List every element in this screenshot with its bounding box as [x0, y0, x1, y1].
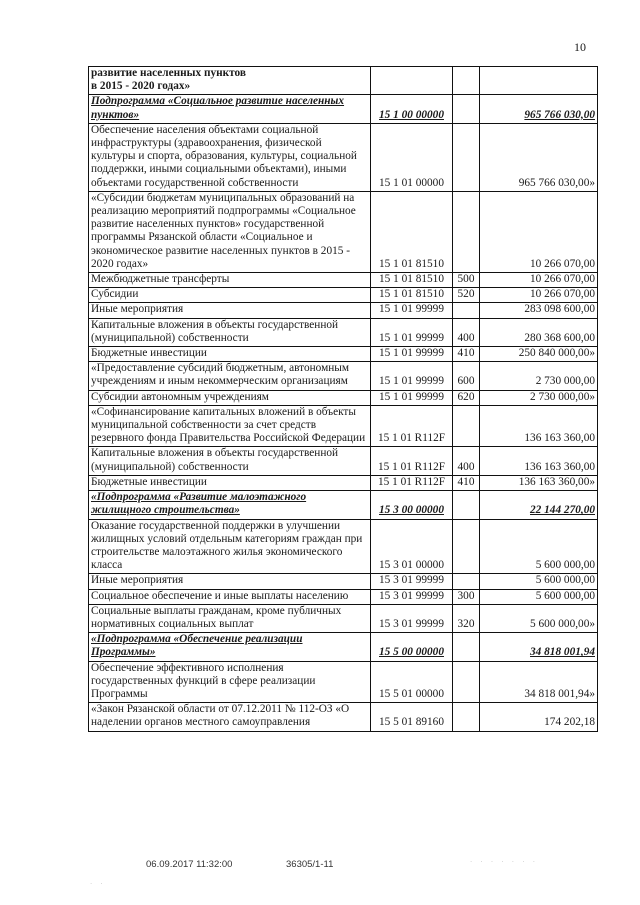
row-expense-type-cell: 320: [453, 604, 480, 632]
row-expense-type-cell: [453, 303, 480, 318]
row-code-cell: 15 1 00 00000: [371, 95, 453, 123]
row-amount-cell: 136 163 360,00: [480, 405, 598, 447]
row-expense-type-cell: 410: [453, 347, 480, 362]
table-row: [89, 661, 598, 703]
row-name-cell: «Закон Рязанской области от 07.12.2011 № 112-ОЗ «О наделении органов местного самоуправления: [89, 703, 371, 731]
row-amount-cell: 5 600 000,00: [480, 519, 598, 574]
row-code-cell: 15 1 01 R112F: [371, 405, 453, 447]
row-name-cell: Оказание государственной поддержки в улучшении жилищных условий отдельным категориям граждан при строительстве малоэтажного жилья экономического класса: [89, 519, 371, 574]
table-row: [89, 447, 598, 475]
row-name-cell: Бюджетные инвестиции: [89, 347, 371, 362]
row-code-cell: 15 3 01 99999: [371, 574, 453, 589]
row-amount-cell: 174 202,18: [480, 703, 598, 731]
row-amount-cell: 280 368 600,00: [480, 318, 598, 346]
table-row: [89, 604, 598, 632]
row-amount-cell: 250 840 000,00»: [480, 347, 598, 362]
row-expense-type-cell: [453, 405, 480, 447]
row-expense-type-cell: 400: [453, 447, 480, 475]
row-amount-cell: 965 766 030,00: [480, 95, 598, 123]
table-row: [89, 519, 598, 574]
table-row: [89, 703, 598, 731]
row-name-cell: «Подпрограмма «Обеспечение реализации Программы»: [89, 633, 371, 661]
row-amount-cell: 283 098 600,00: [480, 303, 598, 318]
row-amount-cell: 10 266 070,00: [480, 273, 598, 288]
row-expense-type-cell: 400: [453, 318, 480, 346]
row-name-cell: Субсидии автономным учреждениям: [89, 390, 371, 405]
row-expense-type-cell: [453, 703, 480, 731]
row-amount-cell: 2 730 000,00»: [480, 390, 598, 405]
scan-smudge: · · · · · · ·: [470, 858, 538, 866]
table-row: [89, 303, 598, 318]
row-code-cell: 15 5 01 89160: [371, 703, 453, 731]
scan-smudge: · ·: [90, 880, 106, 888]
row-code-cell: 15 1 01 R112F: [371, 475, 453, 490]
row-name-cell: Капитальные вложения в объекты государственной (муниципальной) собственности: [89, 447, 371, 475]
row-expense-type-cell: [453, 491, 480, 519]
row-amount-cell: 34 818 001,94»: [480, 661, 598, 703]
row-name-cell: «Софинансирование капитальных вложений в объекты муниципальной собственности за счет средств резервного фонда Правительства Российской Федерации: [89, 405, 371, 447]
row-amount-cell: 965 766 030,00»: [480, 123, 598, 191]
row-amount-cell: 2 730 000,00: [480, 362, 598, 390]
row-expense-type-cell: 620: [453, 390, 480, 405]
row-name-cell: Подпрограмма «Социальное развитие населенных пунктов»: [89, 95, 371, 123]
row-code-cell: 15 3 00 00000: [371, 491, 453, 519]
table-row: [89, 191, 598, 272]
table-row: [89, 95, 598, 123]
row-code-cell: 15 3 01 99999: [371, 589, 453, 604]
table-row: [89, 123, 598, 191]
table-row: [89, 318, 598, 346]
row-name-cell: «Предоставление субсидий бюджетным, автономным учреждениям и иным некоммерческим организациям: [89, 362, 371, 390]
row-amount-cell: 5 600 000,00: [480, 574, 598, 589]
row-name-cell: Капитальные вложения в объекты государственной (муниципальной) собственности: [89, 318, 371, 346]
table-row: [89, 475, 598, 490]
budget-table: [88, 66, 598, 732]
table-row: [89, 347, 598, 362]
row-name-cell: Иные мероприятия: [89, 574, 371, 589]
row-amount-cell: 5 600 000,00: [480, 589, 598, 604]
table-row: [89, 491, 598, 519]
row-name-cell: Субсидии: [89, 288, 371, 303]
row-expense-type-cell: [453, 633, 480, 661]
row-name-cell: Обеспечение населения объектами социальной инфраструктуры (здравоохранения, физической культуры и спорта, образования, культуры, социальной поддержки, иными социальными объектами), иными объектами государственной собственности: [89, 123, 371, 191]
row-code-cell: 15 1 01 81510: [371, 273, 453, 288]
table-row: [89, 633, 598, 661]
row-expense-type-cell: [453, 191, 480, 272]
page-number: 10: [574, 40, 586, 54]
row-code-cell: 15 1 01 99999: [371, 347, 453, 362]
row-name-cell: Обеспечение эффективного исполнения государственных функций в сфере реализации Программы: [89, 661, 371, 703]
row-amount-cell: 10 266 070,00: [480, 191, 598, 272]
row-name-cell: Социальные выплаты гражданам, кроме публичных нормативных социальных выплат: [89, 604, 371, 632]
row-code-cell: 15 1 01 00000: [371, 123, 453, 191]
footer-datetime: 06.09.2017 11:32:00: [146, 859, 233, 870]
row-expense-type-cell: [453, 519, 480, 574]
row-expense-type-cell: [453, 95, 480, 123]
row-name-cell: Межбюджетные трансферты: [89, 273, 371, 288]
row-amount-cell: 5 600 000,00»: [480, 604, 598, 632]
table-row: [89, 288, 598, 303]
row-expense-type-cell: 520: [453, 288, 480, 303]
row-name-cell: развитие населенных пунктов в 2015 - 2020 годах»: [89, 67, 371, 95]
footer-doc-id: 36305/1-11: [286, 859, 334, 870]
table-row: [89, 589, 598, 604]
row-name-cell: Социальное обеспечение и иные выплаты населению: [89, 589, 371, 604]
table-row: [89, 273, 598, 288]
row-amount-cell: 136 163 360,00: [480, 447, 598, 475]
row-code-cell: 15 1 01 99999: [371, 318, 453, 346]
row-expense-type-cell: [453, 67, 480, 95]
budget-table-body: [89, 67, 598, 732]
row-code-cell: 15 5 00 00000: [371, 633, 453, 661]
row-code-cell: 15 5 01 00000: [371, 661, 453, 703]
table-row: [89, 405, 598, 447]
row-amount-cell: 22 144 270,00: [480, 491, 598, 519]
row-code-cell: 15 1 01 99999: [371, 390, 453, 405]
row-name-cell: «Подпрограмма «Развитие малоэтажного жилищного строительства»: [89, 491, 371, 519]
row-code-cell: 15 3 01 00000: [371, 519, 453, 574]
row-expense-type-cell: 500: [453, 273, 480, 288]
row-code-cell: 15 3 01 99999: [371, 604, 453, 632]
row-code-cell: 15 1 01 81510: [371, 191, 453, 272]
row-name-cell: «Субсидии бюджетам муниципальных образований на реализацию мероприятий подпрограммы «Социальное развитие населенных пунктов» государственной программы Рязанской области «Социальное и экономическое развитие населенных пунктов в 2015 - 2020 годах»: [89, 191, 371, 272]
row-expense-type-cell: 300: [453, 589, 480, 604]
row-code-cell: 15 1 01 99999: [371, 303, 453, 318]
row-code-cell: [371, 67, 453, 95]
row-code-cell: 15 1 01 99999: [371, 362, 453, 390]
row-expense-type-cell: [453, 661, 480, 703]
table-row: [89, 67, 598, 95]
table-row: [89, 390, 598, 405]
row-expense-type-cell: [453, 574, 480, 589]
row-amount-cell: [480, 67, 598, 95]
row-expense-type-cell: 600: [453, 362, 480, 390]
table-row: [89, 574, 598, 589]
row-name-cell: Бюджетные инвестиции: [89, 475, 371, 490]
row-expense-type-cell: 410: [453, 475, 480, 490]
row-amount-cell: 34 818 001,94: [480, 633, 598, 661]
table-row: [89, 362, 598, 390]
row-code-cell: 15 1 01 81510: [371, 288, 453, 303]
row-amount-cell: 136 163 360,00»: [480, 475, 598, 490]
row-name-cell: Иные мероприятия: [89, 303, 371, 318]
row-amount-cell: 10 266 070,00: [480, 288, 598, 303]
row-expense-type-cell: [453, 123, 480, 191]
row-code-cell: 15 1 01 R112F: [371, 447, 453, 475]
